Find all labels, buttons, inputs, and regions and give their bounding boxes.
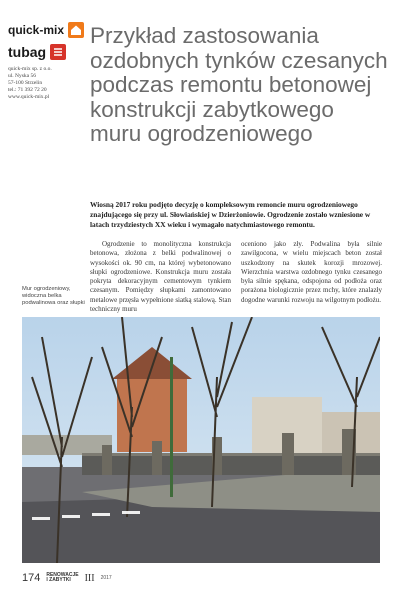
article-title: Przykład zastosowania ozdobnych tynków czesanych podczas remontu betonowej konstrukcji zabytkowego muru ogrodzeniowego — [90, 23, 388, 146]
body-text-left: Ogrodzenie to monolityczna konstrukcja betonowa, złożona z belki podwalinowej o wysokości ok. 90 cm, na której wybetonowano słupki ogrodzeniowe. Konstrukcja muru została pokryta dekoracyjnym cementowym tynkiem czesanym. Pomiędzy słupkami zamontowano metalowe przęsła wypełnione siatką stalową. Stan techniczny muru — [90, 240, 231, 314]
article-lead: Wiosną 2017 roku podjęto decyzję o kompleksowym remoncie muru ogrodzeniowego znajdującego się przy ul. Słowiańskiej w Dzierżoniowie. Ogrodzenie zostało wzniesione w latach trzydziestych XX wieku i wymagało natychmiastowego remontu. — [90, 200, 371, 229]
magazine-name-line1: RENOWACJE — [46, 571, 79, 578]
company-line: 57-100 Strzelin — [8, 80, 43, 86]
page-number: 174 — [22, 572, 41, 584]
brand-block — [8, 22, 90, 101]
tubag-mark-icon — [50, 44, 66, 60]
company-line: www.quick-mix.pl — [8, 94, 50, 100]
issue-year: 2017 — [100, 575, 112, 581]
house-icon — [68, 22, 84, 38]
body-column-right: oceniono jako zły. Podwalina była silnie zawilgocona, w wielu miejscach beton został uszkodzony na skutek korozji mrozowej. Wierzchnia warstwa ozdobnego tynku czesanego była silnie spękana, odspojona od podłoża oraz porażona biologicznie przez mchy, które znalazły dogodne warunki rozwoju na wilgotnym podłożu. — [241, 240, 382, 304]
magazine-name-line2: I ZABYTKI — [46, 577, 71, 583]
photo-caption: Mur ogrodzeniowy, widoczna belka podwalinowa oraz słupki — [22, 286, 85, 306]
quickmix-logo-row — [8, 22, 90, 38]
quickmix-logo-text: quick-mix — [8, 23, 65, 37]
article-body — [90, 240, 382, 314]
page-footer — [22, 570, 382, 586]
company-line: quick-mix sp. z o.o. — [8, 66, 52, 72]
issue-number: III — [84, 572, 95, 584]
company-line: tel.: 71 392 72 20 — [8, 87, 47, 93]
tubag-logo-row — [8, 44, 90, 60]
company-info — [8, 66, 90, 101]
body-column-left — [90, 240, 231, 314]
company-line: ul. Nyska 56 — [8, 73, 36, 79]
tubag-logo-text: tubag — [8, 44, 47, 60]
magazine-logo — [46, 573, 78, 583]
wall-photo — [22, 317, 380, 563]
